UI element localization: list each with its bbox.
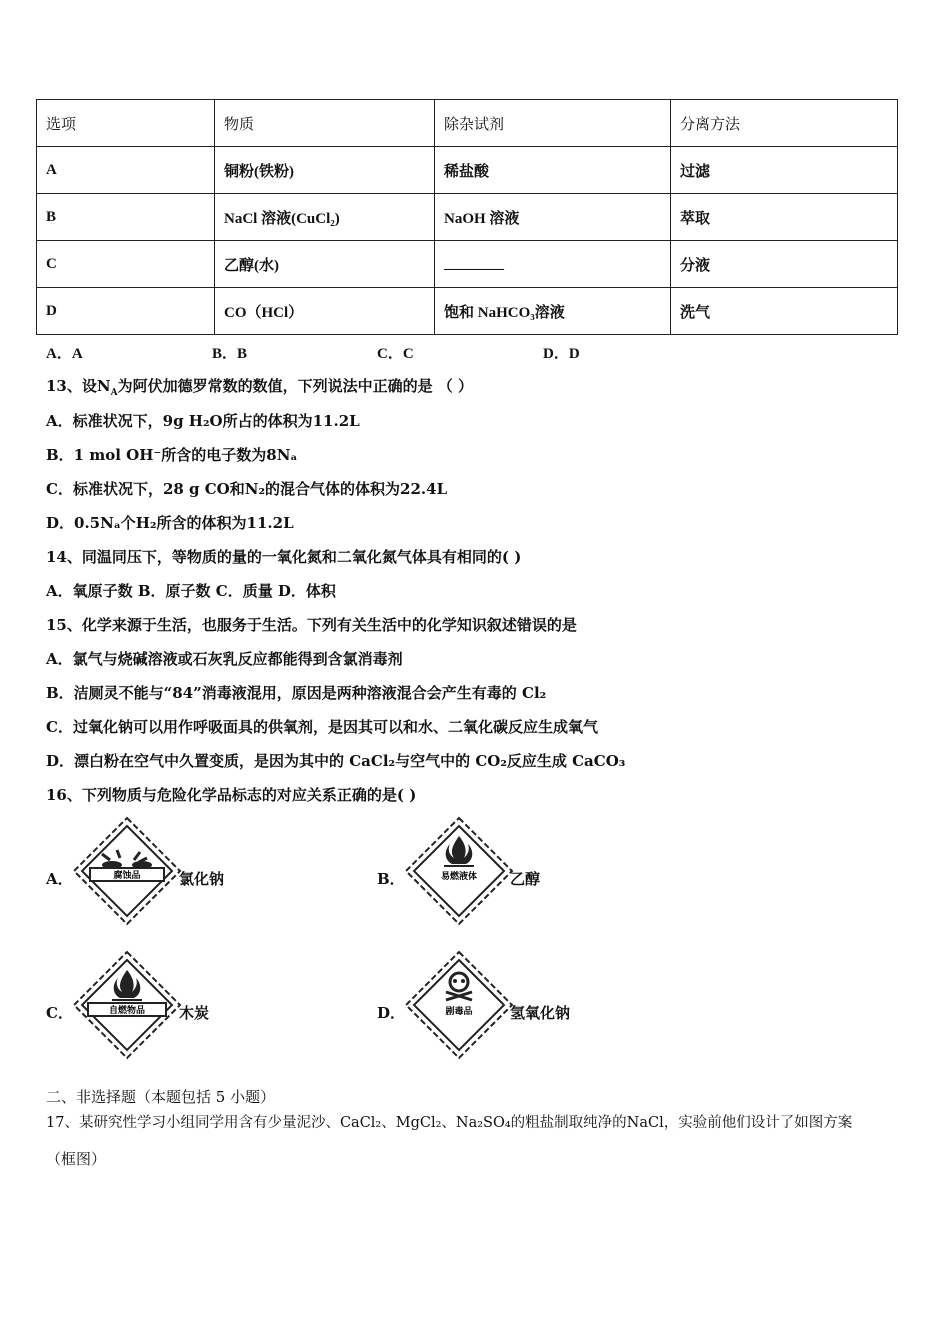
options-table bbox=[36, 99, 898, 335]
table-cell: A bbox=[37, 147, 215, 194]
q14-options[interactable]: A．氧原子数 B．原子数 C．质量 D．体积 bbox=[46, 582, 336, 600]
table-cell: B bbox=[37, 194, 215, 241]
table-row bbox=[37, 147, 898, 194]
q16-option-c-letter[interactable]: C． bbox=[46, 1004, 73, 1022]
q12-option-b[interactable]: B．B bbox=[212, 346, 248, 362]
table-cell: C bbox=[37, 241, 215, 288]
table-cell: D bbox=[37, 288, 215, 335]
table-header-cell: 除杂试剂 bbox=[435, 100, 671, 147]
table-row bbox=[37, 241, 898, 288]
sign-label-toxic: 剧毒品 bbox=[445, 1007, 473, 1017]
table-cell: NaCl 溶液(CuCl₂) bbox=[215, 194, 435, 241]
q17-stem-line1: 17、某研究性学习小组同学用含有少量泥沙、CaCl₂、MgCl₂、Na₂SO₄的粗盐制取纯净的NaCl，实验前他们设计了如图方案 bbox=[46, 1115, 853, 1131]
table-cell: 分液 bbox=[671, 241, 898, 288]
q13-option-c[interactable]: C．标准状况下，28 g CO和N₂的混合气体的体积为22.4L bbox=[46, 480, 448, 498]
table-header-cell: 物质 bbox=[215, 100, 435, 147]
sign-label-flammable: 易燃液体 bbox=[440, 872, 478, 882]
table-cell: 过滤 bbox=[671, 147, 898, 194]
q13-option-d[interactable]: D．0.5Nₐ个H₂所含的体积为11.2L bbox=[46, 514, 294, 532]
q15-option-b[interactable]: B．洁厕灵不能与“84”消毒液混用，原因是两种溶液混合会产生有毒的 Cl₂ bbox=[46, 684, 547, 702]
table-row bbox=[37, 288, 898, 335]
q12-option-a[interactable]: A．A bbox=[46, 346, 83, 362]
q16-option-b-letter[interactable]: B． bbox=[377, 870, 405, 888]
q15-stem: 15、化学来源于生活，也服务于生活。下列有关生活中的化学知识叙述错误的是 bbox=[46, 616, 577, 634]
q13-option-a[interactable]: A．标准状况下，9g H₂O所占的体积为11.2L bbox=[46, 412, 360, 430]
q13-option-b[interactable]: B．1 mol OH⁻所含的电子数为8Nₐ bbox=[46, 446, 298, 464]
q16-option-b-substance: 乙醇 bbox=[510, 870, 541, 888]
q13-stem bbox=[46, 375, 473, 398]
q15-option-a[interactable]: A．氯气与烧碱溶液或石灰乳反应都能得到含氯消毒剂 bbox=[46, 650, 403, 668]
table-cell: 铜粉(铁粉) bbox=[215, 147, 435, 194]
q16-option-a-letter[interactable]: A． bbox=[46, 870, 73, 888]
q13-stem-start: 13、设N bbox=[46, 377, 111, 395]
table-header-cell: 分离方法 bbox=[671, 100, 898, 147]
spontaneous-combustion-icon bbox=[72, 950, 182, 1060]
flammable-liquid-icon bbox=[404, 816, 514, 926]
corrosive-icon bbox=[72, 816, 182, 926]
q14-stem: 14、同温同压下，等物质的量的一氧化氮和二氧化氮气体具有相同的( ) bbox=[46, 548, 522, 566]
q15-option-d[interactable]: D．漂白粉在空气中久置变质，是因为其中的 CaCl₂与空气中的 CO₂反应生成 CaCO₃ bbox=[46, 752, 626, 770]
q16-stem: 16、下列物质与危险化学品标志的对应关系正确的是( ) bbox=[46, 786, 417, 804]
q13-stem-subscript: A bbox=[110, 388, 118, 398]
sign-label-spontaneous: 自燃物品 bbox=[108, 1006, 146, 1016]
table-header-row bbox=[37, 100, 898, 147]
table-cell: NaOH 溶液 bbox=[435, 194, 671, 241]
table-cell: 洗气 bbox=[671, 288, 898, 335]
q16-option-d-letter[interactable]: D． bbox=[377, 1004, 406, 1022]
section-title: 二、非选择题（本题包括 5 小题） bbox=[46, 1088, 276, 1106]
sign-label-corrosive: 腐蚀品 bbox=[113, 871, 141, 881]
table-cell: 稀盐酸 bbox=[435, 147, 671, 194]
table-cell: 乙醇(水) bbox=[215, 241, 435, 288]
q16-option-c-substance: 木炭 bbox=[179, 1004, 210, 1022]
table-row bbox=[37, 194, 898, 241]
table-header-cell: 选项 bbox=[37, 100, 215, 147]
q16-option-a-substance: 氯化钠 bbox=[179, 870, 225, 888]
table-cell: ________ bbox=[435, 241, 671, 288]
q13-stem-rest: 为阿伏加德罗常数的数值，下列说法中正确的是 （ ） bbox=[117, 377, 474, 395]
q15-option-c[interactable]: C．过氧化钠可以用作呼吸面具的供氧剂，是因其可以和水、二氧化碳反应生成氧气 bbox=[46, 718, 598, 736]
toxic-icon bbox=[404, 950, 514, 1060]
q16-option-d-substance: 氢氧化钠 bbox=[510, 1004, 571, 1022]
q12-option-d[interactable]: D．D bbox=[543, 346, 580, 362]
table-cell: 饱和 NaHCO₃溶液 bbox=[435, 288, 671, 335]
q12-option-c[interactable]: C．C bbox=[377, 346, 414, 362]
table-cell: CO（HCl） bbox=[215, 288, 435, 335]
q17-stem-line2: （框图） bbox=[46, 1150, 107, 1168]
table-cell: 萃取 bbox=[671, 194, 898, 241]
